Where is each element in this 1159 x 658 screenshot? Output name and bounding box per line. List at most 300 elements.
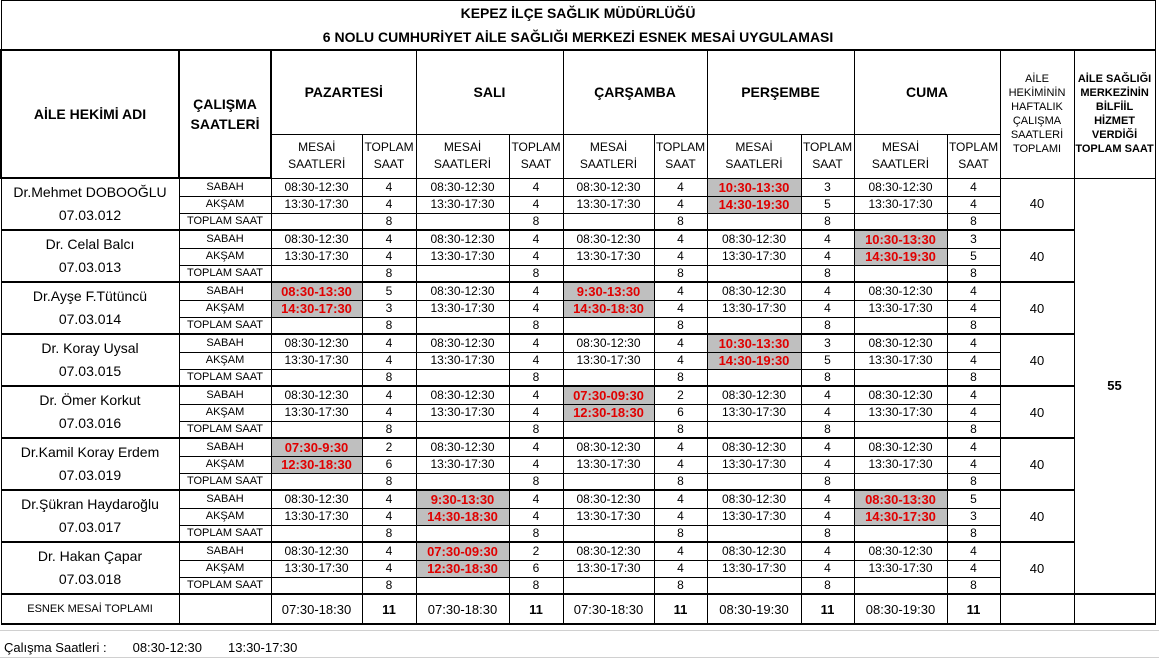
empty-cell	[271, 213, 362, 230]
mesai-header-thursday: MESAİ SAATLERİ	[707, 134, 801, 178]
sabah-hours-thursday: 08:30-12:30	[707, 282, 801, 300]
empty-cell	[854, 265, 947, 282]
sabah-count-wednesday: 4	[654, 230, 707, 248]
summary-range-wednesday: 07:30-18:30	[563, 594, 654, 624]
aksam-count-tuesday: 4	[509, 456, 563, 473]
empty-cell	[854, 525, 947, 542]
aksam-count-tuesday: 4	[509, 300, 563, 317]
doctor-name-cell	[1, 230, 179, 282]
day-total-wednesday: 8	[654, 577, 707, 594]
empty-cell	[1074, 594, 1155, 624]
sabah-hours-monday: 08:30-13:30	[271, 282, 362, 300]
weekly-total-value: 40	[1000, 178, 1074, 230]
sabah-hours-thursday: 10:30-13:30	[707, 178, 801, 196]
sabah-count-tuesday: 4	[509, 386, 563, 404]
title-line-2: 6 NOLU CUMHURİYET AİLE SAĞLIĞI MERKEZİ ESNEK MESAİ UYGULAMASI	[1, 25, 1155, 50]
sabah-hours-tuesday: 07:30-09:30	[416, 542, 509, 560]
day-total-friday: 8	[947, 525, 1000, 542]
day-total-tuesday: 8	[509, 317, 563, 334]
empty-cell	[707, 369, 801, 386]
empty-cell	[854, 213, 947, 230]
sabah-hours-friday: 08:30-12:30	[854, 334, 947, 352]
footer-morning-hours: 08:30-12:30	[132, 640, 202, 655]
day-total-wednesday: 8	[654, 525, 707, 542]
sabah-count-monday: 5	[362, 282, 416, 300]
aksam-hours-thursday: 13:30-17:30	[707, 404, 801, 421]
summary-range-monday: 07:30-18:30	[271, 594, 362, 624]
day-total-friday: 8	[947, 577, 1000, 594]
aksam-count-wednesday: 4	[654, 300, 707, 317]
empty-cell	[416, 265, 509, 282]
day-total-tuesday: 8	[509, 525, 563, 542]
aksam-hours-monday: 13:30-17:30	[271, 352, 362, 369]
table-row	[1, 490, 1155, 508]
sabah-count-tuesday: 4	[509, 334, 563, 352]
aksam-count-monday: 6	[362, 456, 416, 473]
aksam-count-friday: 4	[947, 456, 1000, 473]
center-total-header: AİLE SAĞLIĞI MERKEZİNİN BİLFİİL HİZMET VERDİĞİ TOPLAM SAAT	[1074, 50, 1155, 178]
center-total-value: 55	[1074, 178, 1155, 594]
sabah-count-wednesday: 2	[654, 386, 707, 404]
aksam-count-monday: 4	[362, 508, 416, 525]
doctor-name-cell	[1, 282, 179, 334]
empty-cell	[271, 317, 362, 334]
footer-afternoon-hours: 13:30-17:30	[228, 640, 298, 655]
table-row	[1, 178, 1155, 196]
sabah-hours-monday: 08:30-12:30	[271, 334, 362, 352]
day-header-wednesday: ÇARŞAMBA	[563, 50, 707, 134]
weekly-total-value: 40	[1000, 386, 1074, 438]
doctor-code: 07.03.013	[58, 259, 122, 275]
empty-cell	[563, 317, 654, 334]
sabah-count-tuesday: 4	[509, 490, 563, 508]
weekly-total-value: 40	[1000, 230, 1074, 282]
empty-cell	[1000, 594, 1074, 624]
aksam-hours-wednesday: 13:30-17:30	[563, 508, 654, 525]
day-total-thursday: 8	[801, 473, 854, 490]
sabah-count-friday: 4	[947, 438, 1000, 456]
empty-cell	[563, 213, 654, 230]
toplam-saat-label: TOPLAM SAAT	[179, 317, 271, 334]
doctor-name-cell	[1, 542, 179, 594]
aksam-hours-monday: 13:30-17:30	[271, 196, 362, 213]
empty-cell	[854, 317, 947, 334]
toplam-saat-label: TOPLAM SAAT	[179, 577, 271, 594]
sabah-hours-monday: 08:30-12:30	[271, 490, 362, 508]
empty-cell	[416, 213, 509, 230]
day-total-tuesday: 8	[509, 421, 563, 438]
aksam-count-friday: 4	[947, 352, 1000, 369]
sabah-label: SABAH	[179, 542, 271, 560]
day-total-friday: 8	[947, 369, 1000, 386]
empty-cell	[416, 369, 509, 386]
footer-label: Çalışma Saatleri :	[4, 640, 107, 655]
day-total-monday: 8	[362, 525, 416, 542]
aksam-hours-tuesday: 13:30-17:30	[416, 248, 509, 265]
aksam-count-friday: 4	[947, 560, 1000, 577]
aksam-count-thursday: 4	[801, 248, 854, 265]
empty-cell	[563, 473, 654, 490]
empty-cell	[854, 577, 947, 594]
aksam-count-wednesday: 4	[654, 560, 707, 577]
aksam-count-friday: 4	[947, 196, 1000, 213]
empty-cell	[416, 421, 509, 438]
sabah-hours-thursday: 08:30-12:30	[707, 438, 801, 456]
sabah-count-monday: 2	[362, 438, 416, 456]
day-total-monday: 8	[362, 421, 416, 438]
toplam-saat-label: TOPLAM SAAT	[179, 213, 271, 230]
aksam-label: AKŞAM	[179, 560, 271, 577]
sabah-hours-wednesday: 08:30-12:30	[563, 334, 654, 352]
sabah-count-friday: 3	[947, 230, 1000, 248]
empty-cell	[707, 265, 801, 282]
table-row	[1, 386, 1155, 404]
sabah-count-monday: 4	[362, 334, 416, 352]
day-total-wednesday: 8	[654, 473, 707, 490]
empty-cell	[707, 525, 801, 542]
toplam-header-tuesday: TOPLAM SAAT	[509, 134, 563, 178]
aksam-count-wednesday: 6	[654, 404, 707, 421]
doctor-name-cell	[1, 386, 179, 438]
mesai-header-wednesday: MESAİ SAATLERİ	[563, 134, 654, 178]
title-line-1: KEPEZ İLÇE SAĞLIK MÜDÜRLÜĞÜ	[1, 1, 1155, 26]
aksam-hours-friday: 13:30-17:30	[854, 456, 947, 473]
doctor-code: 07.03.017	[58, 519, 122, 535]
sabah-count-friday: 4	[947, 282, 1000, 300]
empty-cell	[707, 421, 801, 438]
sabah-hours-thursday: 08:30-12:30	[707, 386, 801, 404]
aksam-count-thursday: 4	[801, 508, 854, 525]
sabah-hours-friday: 08:30-12:30	[854, 282, 947, 300]
weekly-total-value: 40	[1000, 490, 1074, 542]
day-total-thursday: 8	[801, 213, 854, 230]
sabah-count-thursday: 4	[801, 490, 854, 508]
sabah-hours-friday: 08:30-12:30	[854, 178, 947, 196]
sabah-hours-tuesday: 9:30-13:30	[416, 490, 509, 508]
aksam-count-thursday: 4	[801, 560, 854, 577]
aksam-count-monday: 4	[362, 560, 416, 577]
sabah-hours-thursday: 08:30-12:30	[707, 542, 801, 560]
day-total-tuesday: 8	[509, 265, 563, 282]
sabah-hours-tuesday: 08:30-12:30	[416, 334, 509, 352]
day-total-tuesday: 8	[509, 369, 563, 386]
day-total-monday: 8	[362, 265, 416, 282]
empty-cell	[271, 577, 362, 594]
sabah-count-wednesday: 4	[654, 282, 707, 300]
aksam-hours-thursday: 13:30-17:30	[707, 508, 801, 525]
sabah-count-monday: 4	[362, 178, 416, 196]
aksam-hours-friday: 13:30-17:30	[854, 196, 947, 213]
sabah-count-tuesday: 4	[509, 230, 563, 248]
sabah-label: SABAH	[179, 438, 271, 456]
day-header-tuesday: SALI	[416, 50, 563, 134]
aksam-count-wednesday: 4	[654, 352, 707, 369]
aksam-count-wednesday: 4	[654, 248, 707, 265]
empty-cell	[271, 473, 362, 490]
aksam-count-wednesday: 4	[654, 508, 707, 525]
sabah-label: SABAH	[179, 490, 271, 508]
table-row	[1, 542, 1155, 560]
sabah-label: SABAH	[179, 334, 271, 352]
toplam-saat-label: TOPLAM SAAT	[179, 525, 271, 542]
sabah-hours-friday: 10:30-13:30	[854, 230, 947, 248]
day-total-thursday: 8	[801, 369, 854, 386]
day-total-thursday: 8	[801, 317, 854, 334]
sabah-hours-thursday: 08:30-12:30	[707, 230, 801, 248]
sabah-count-thursday: 4	[801, 230, 854, 248]
doctor-code: 07.03.012	[58, 207, 122, 223]
summary-hours-thursday: 11	[801, 594, 854, 624]
doctor-name: Dr.Ayşe F.Tütüncü	[32, 288, 148, 304]
day-total-monday: 8	[362, 473, 416, 490]
aksam-hours-thursday: 13:30-17:30	[707, 560, 801, 577]
aksam-count-monday: 4	[362, 248, 416, 265]
aksam-hours-thursday: 13:30-17:30	[707, 300, 801, 317]
aksam-count-monday: 4	[362, 404, 416, 421]
sabah-hours-monday: 08:30-12:30	[271, 386, 362, 404]
empty-cell	[271, 421, 362, 438]
aksam-label: AKŞAM	[179, 300, 271, 317]
sabah-hours-friday: 08:30-12:30	[854, 542, 947, 560]
sabah-hours-thursday: 08:30-12:30	[707, 490, 801, 508]
toplam-saat-label: TOPLAM SAAT	[179, 421, 271, 438]
aksam-count-thursday: 4	[801, 404, 854, 421]
aksam-hours-monday: 12:30-18:30	[271, 456, 362, 473]
day-total-thursday: 8	[801, 421, 854, 438]
aksam-label: AKŞAM	[179, 404, 271, 421]
doctor-code: 07.03.018	[58, 571, 122, 587]
aksam-hours-tuesday: 13:30-17:30	[416, 456, 509, 473]
sabah-count-thursday: 4	[801, 386, 854, 404]
aksam-hours-wednesday: 13:30-17:30	[563, 248, 654, 265]
summary-hours-monday: 11	[362, 594, 416, 624]
doctor-name-cell	[1, 490, 179, 542]
doctor-name: Dr.Kamil Koray Erdem	[20, 444, 160, 460]
sabah-hours-tuesday: 08:30-12:30	[416, 230, 509, 248]
aksam-hours-friday: 13:30-17:30	[854, 560, 947, 577]
aksam-hours-tuesday: 13:30-17:30	[416, 196, 509, 213]
aksam-hours-monday: 13:30-17:30	[271, 248, 362, 265]
summary-range-tuesday: 07:30-18:30	[416, 594, 509, 624]
aksam-hours-friday: 13:30-17:30	[854, 352, 947, 369]
aksam-hours-thursday: 14:30-19:30	[707, 196, 801, 213]
toplam-header-friday: TOPLAM SAAT	[947, 134, 1000, 178]
empty-cell	[854, 473, 947, 490]
mesai-header-monday: MESAİ SAATLERİ	[271, 134, 362, 178]
summary-label: ESNEK MESAİ TOPLAMI	[1, 594, 179, 624]
sabah-count-tuesday: 2	[509, 542, 563, 560]
mesai-header-tuesday: MESAİ SAATLERİ	[416, 134, 509, 178]
toplam-header-monday: TOPLAM SAAT	[362, 134, 416, 178]
sabah-hours-wednesday: 9:30-13:30	[563, 282, 654, 300]
sabah-count-thursday: 4	[801, 542, 854, 560]
day-total-friday: 8	[947, 265, 1000, 282]
sabah-hours-tuesday: 08:30-12:30	[416, 438, 509, 456]
day-total-tuesday: 8	[509, 577, 563, 594]
day-total-wednesday: 8	[654, 421, 707, 438]
aksam-count-tuesday: 4	[509, 248, 563, 265]
empty-cell	[416, 473, 509, 490]
footer-note	[4, 640, 323, 655]
aksam-hours-thursday: 13:30-17:30	[707, 456, 801, 473]
day-total-monday: 8	[362, 213, 416, 230]
aksam-count-monday: 4	[362, 196, 416, 213]
sheet-divider	[0, 630, 1159, 631]
aksam-count-thursday: 4	[801, 300, 854, 317]
aksam-count-tuesday: 4	[509, 352, 563, 369]
aksam-hours-tuesday: 13:30-17:30	[416, 300, 509, 317]
day-header-friday: CUMA	[854, 50, 1000, 134]
doctor-name: Dr.Şükran Haydaroğlu	[21, 496, 159, 512]
sabah-hours-wednesday: 08:30-12:30	[563, 438, 654, 456]
aksam-label: AKŞAM	[179, 248, 271, 265]
aksam-hours-wednesday: 13:30-17:30	[563, 352, 654, 369]
aksam-hours-friday: 14:30-17:30	[854, 508, 947, 525]
aksam-count-thursday: 5	[801, 352, 854, 369]
aksam-hours-friday: 13:30-17:30	[854, 404, 947, 421]
aksam-hours-friday: 14:30-19:30	[854, 248, 947, 265]
sabah-count-monday: 4	[362, 230, 416, 248]
sabah-hours-friday: 08:30-12:30	[854, 438, 947, 456]
summary-range-thursday: 08:30-19:30	[707, 594, 801, 624]
empty-cell	[854, 369, 947, 386]
sabah-hours-monday: 08:30-12:30	[271, 542, 362, 560]
sabah-label: SABAH	[179, 386, 271, 404]
aksam-hours-wednesday: 13:30-17:30	[563, 456, 654, 473]
day-total-wednesday: 8	[654, 317, 707, 334]
doctor-name-cell	[1, 334, 179, 386]
working-hours-header: ÇALIŞMA SAATLERİ	[179, 50, 271, 178]
toplam-saat-label: TOPLAM SAAT	[179, 265, 271, 282]
day-total-friday: 8	[947, 473, 1000, 490]
aksam-hours-wednesday: 14:30-18:30	[563, 300, 654, 317]
sabah-hours-monday: 07:30-9:30	[271, 438, 362, 456]
sabah-hours-wednesday: 08:30-12:30	[563, 178, 654, 196]
aksam-count-wednesday: 4	[654, 456, 707, 473]
sabah-count-monday: 4	[362, 490, 416, 508]
aksam-hours-tuesday: 13:30-17:30	[416, 404, 509, 421]
day-header-thursday: PERŞEMBE	[707, 50, 854, 134]
sabah-hours-wednesday: 08:30-12:30	[563, 230, 654, 248]
aksam-count-friday: 4	[947, 300, 1000, 317]
aksam-count-tuesday: 4	[509, 404, 563, 421]
doctor-code: 07.03.014	[58, 311, 122, 327]
doctor-name-cell	[1, 438, 179, 490]
sabah-hours-friday: 08:30-12:30	[854, 386, 947, 404]
empty-cell	[563, 369, 654, 386]
day-total-monday: 8	[362, 317, 416, 334]
sabah-count-wednesday: 4	[654, 490, 707, 508]
empty-cell	[416, 525, 509, 542]
sabah-hours-monday: 08:30-12:30	[271, 178, 362, 196]
doctor-code: 07.03.015	[58, 363, 122, 379]
sabah-count-friday: 5	[947, 490, 1000, 508]
toplam-saat-label: TOPLAM SAAT	[179, 369, 271, 386]
table-row	[1, 334, 1155, 352]
aksam-count-friday: 4	[947, 404, 1000, 421]
aksam-hours-wednesday: 12:30-18:30	[563, 404, 654, 421]
aksam-count-friday: 5	[947, 248, 1000, 265]
sabah-hours-monday: 08:30-12:30	[271, 230, 362, 248]
aksam-label: AKŞAM	[179, 456, 271, 473]
aksam-hours-tuesday: 12:30-18:30	[416, 560, 509, 577]
summary-range-friday: 08:30-19:30	[854, 594, 947, 624]
aksam-count-friday: 3	[947, 508, 1000, 525]
summary-hours-tuesday: 11	[509, 594, 563, 624]
aksam-count-monday: 3	[362, 300, 416, 317]
day-total-thursday: 8	[801, 265, 854, 282]
weekly-total-value: 40	[1000, 282, 1074, 334]
doctor-code: 07.03.019	[58, 467, 122, 483]
sabah-hours-wednesday: 08:30-12:30	[563, 542, 654, 560]
aksam-count-wednesday: 4	[654, 196, 707, 213]
day-total-tuesday: 8	[509, 473, 563, 490]
sabah-hours-wednesday: 07:30-09:30	[563, 386, 654, 404]
sabah-hours-wednesday: 08:30-12:30	[563, 490, 654, 508]
aksam-hours-wednesday: 13:30-17:30	[563, 560, 654, 577]
aksam-label: AKŞAM	[179, 196, 271, 213]
empty-cell	[854, 421, 947, 438]
sabah-hours-tuesday: 08:30-12:30	[416, 282, 509, 300]
sabah-count-wednesday: 4	[654, 178, 707, 196]
mesai-header-friday: MESAİ SAATLERİ	[854, 134, 947, 178]
sabah-hours-friday: 08:30-13:30	[854, 490, 947, 508]
aksam-hours-monday: 13:30-17:30	[271, 404, 362, 421]
day-total-monday: 8	[362, 577, 416, 594]
day-total-wednesday: 8	[654, 213, 707, 230]
doctor-name: Dr.Mehmet DOBOOĞLU	[13, 184, 167, 200]
sabah-hours-tuesday: 08:30-12:30	[416, 178, 509, 196]
empty-cell	[707, 473, 801, 490]
sabah-hours-thursday: 10:30-13:30	[707, 334, 801, 352]
doctor-name: Dr. Koray Uysal	[41, 340, 139, 356]
empty-cell	[271, 265, 362, 282]
day-total-thursday: 8	[801, 577, 854, 594]
weekly-total-value: 40	[1000, 334, 1074, 386]
aksam-hours-wednesday: 13:30-17:30	[563, 196, 654, 213]
toplam-header-thursday: TOPLAM SAAT	[801, 134, 854, 178]
day-total-wednesday: 8	[654, 265, 707, 282]
toplam-saat-label: TOPLAM SAAT	[179, 473, 271, 490]
doctor-code: 07.03.016	[58, 415, 122, 431]
empty-cell	[563, 525, 654, 542]
weekly-total-value: 40	[1000, 542, 1074, 594]
doctor-name-cell	[1, 178, 179, 230]
sabah-count-friday: 4	[947, 386, 1000, 404]
day-total-wednesday: 8	[654, 369, 707, 386]
sabah-count-monday: 4	[362, 386, 416, 404]
aksam-hours-tuesday: 14:30-18:30	[416, 508, 509, 525]
aksam-hours-tuesday: 13:30-17:30	[416, 352, 509, 369]
empty-cell	[179, 594, 271, 624]
aksam-count-monday: 4	[362, 352, 416, 369]
sabah-label: SABAH	[179, 178, 271, 196]
sabah-count-wednesday: 4	[654, 334, 707, 352]
empty-cell	[563, 577, 654, 594]
day-total-monday: 8	[362, 369, 416, 386]
sabah-count-thursday: 3	[801, 178, 854, 196]
day-total-friday: 8	[947, 317, 1000, 334]
sabah-label: SABAH	[179, 282, 271, 300]
aksam-hours-monday: 13:30-17:30	[271, 560, 362, 577]
doctor-name: Dr. Ömer Korkut	[39, 392, 141, 408]
aksam-hours-friday: 13:30-17:30	[854, 300, 947, 317]
weekly-total-value: 40	[1000, 438, 1074, 490]
summary-row	[1, 594, 1155, 624]
aksam-hours-monday: 13:30-17:30	[271, 508, 362, 525]
aksam-hours-monday: 14:30-17:30	[271, 300, 362, 317]
aksam-hours-thursday: 13:30-17:30	[707, 248, 801, 265]
